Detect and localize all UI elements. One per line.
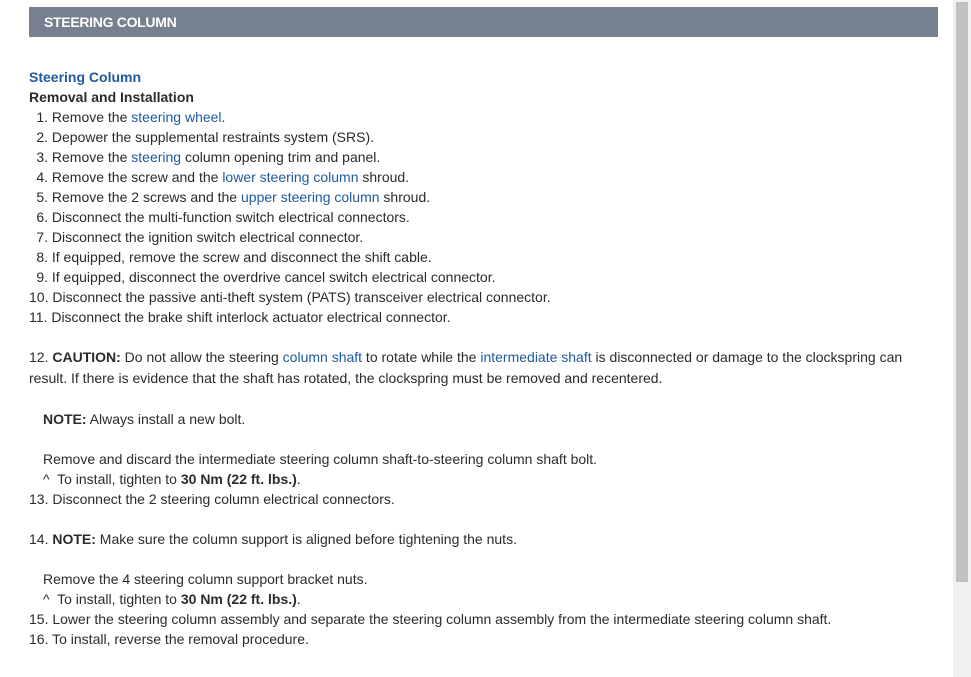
scrollbar-thumb[interactable] — [956, 2, 968, 582]
step-8: 8. If equipped, remove the screw and disconnect the shift cable. — [36, 249, 432, 265]
note-label: NOTE: — [43, 411, 87, 427]
step-12-install: ^ To install, tighten to 30 Nm (22 ft. lbs.). — [43, 471, 301, 487]
step-10: 10. Disconnect the passive anti-theft system (PATS) transceiver electrical connector. — [29, 289, 551, 305]
step-1: 1. Remove the steering wheel. — [36, 109, 226, 125]
doc-subtitle: Removal and Installation — [29, 89, 194, 105]
step-7: 7. Disconnect the ignition switch electrical connector. — [36, 229, 364, 245]
step-12-note: NOTE: Always install a new bolt. — [43, 411, 246, 427]
procedure-content — [29, 66, 929, 649]
torque-spec: 30 Nm (22 ft. lbs.) — [180, 471, 297, 487]
step-6: 6. Disconnect the multi-function switch electrical connectors. — [36, 209, 410, 225]
step-4: 4. Remove the screw and the lower steering column shroud. — [36, 169, 410, 185]
torque-spec: 30 Nm (22 ft. lbs.) — [180, 591, 297, 607]
caret-bullet-icon: ^ — [43, 591, 50, 607]
step-12-action: Remove and discard the intermediate steering column shaft-to-steering column shaft bolt. — [43, 451, 598, 467]
step-14-install: ^ To install, tighten to 30 Nm (22 ft. lbs.). — [43, 591, 301, 607]
link-upper-steering-column[interactable]: upper steering column — [241, 189, 380, 205]
step-15: 15. Lower the steering column assembly and separate the steering column assembly from the intermediate steering column shaft. — [29, 611, 832, 627]
link-column-shaft[interactable]: column shaft — [282, 349, 363, 365]
link-intermediate-shaft[interactable]: intermediate shaft — [480, 349, 592, 365]
section-header — [29, 7, 938, 37]
step-14-action: Remove the 4 steering column support bracket nuts. — [43, 571, 368, 587]
caution-label: CAUTION: — [52, 349, 121, 365]
step-2: 2. Depower the supplemental restraints system (SRS). — [36, 129, 375, 145]
step-11: 11. Disconnect the brake shift interlock actuator electrical connector. — [29, 309, 451, 325]
doc-title[interactable]: Steering Column — [29, 69, 142, 85]
step-9: 9. If equipped, disconnect the overdrive cancel switch electrical connector. — [36, 269, 496, 285]
step-12-caution: 12. CAUTION: Do not allow the steering column shaft to rotate while the intermediate shaft is disconnected or damage to the clockspring can result. If there is evidence that the shaft has rotated, the clockspring must be removed and recentered. — [29, 349, 903, 386]
link-steering-wheel[interactable]: steering wheel — [131, 109, 222, 125]
section-title: STEERING COLUMN — [44, 14, 177, 30]
step-16: 16. To install, reverse the removal procedure. — [29, 631, 309, 647]
link-lower-steering-column[interactable]: lower steering column — [222, 169, 359, 185]
step-13: 13. Disconnect the 2 steering column electrical connectors. — [29, 491, 395, 507]
link-steering[interactable]: steering — [131, 149, 182, 165]
caret-bullet-icon: ^ — [43, 471, 50, 487]
step-3: 3. Remove the steering column opening trim and panel. — [36, 149, 381, 165]
note-label: NOTE: — [52, 531, 96, 547]
step-5: 5. Remove the 2 screws and the upper steering column shroud. — [36, 189, 431, 205]
step-14-note: 14. NOTE: Make sure the column support is aligned before tightening the nuts. — [29, 531, 517, 547]
